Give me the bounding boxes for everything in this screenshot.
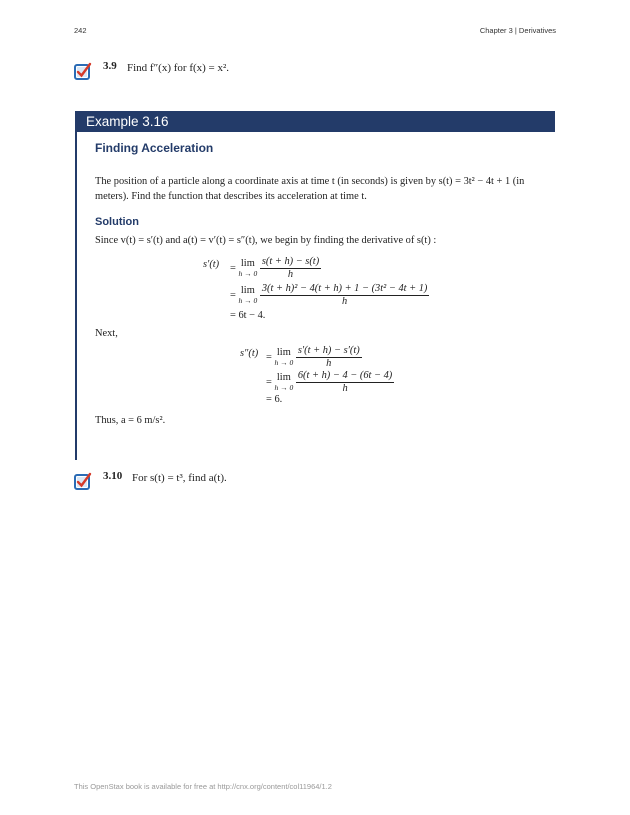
lim-subscript: h → 0 (238, 295, 258, 305)
denominator: h (296, 357, 362, 370)
eq2-line1 (266, 345, 362, 370)
limit-operator (238, 286, 257, 306)
eq1-line3: = 6t − 4. (230, 310, 266, 321)
lim-subscript: h → 0 (238, 268, 258, 278)
numerator: s′(t + h) − s′(t) (297, 345, 360, 356)
example-title: Finding Acceleration (95, 141, 214, 155)
checkpoint-number: 3.10 (103, 470, 123, 482)
eq2-lhs: s″(t) (240, 348, 259, 359)
fraction (260, 256, 321, 281)
fraction (260, 283, 430, 308)
checkpoint-number: 3.9 (103, 60, 117, 72)
example-side-rule (75, 132, 77, 460)
limit-operator (274, 373, 293, 393)
fraction (296, 370, 394, 395)
lim-subscript: h → 0 (274, 357, 294, 367)
checkpoint-text: Find f″(x) for f(x) = x². (127, 62, 230, 74)
problem-line-2: meters). Find the function that describes its acceleration at time t. (95, 191, 367, 202)
eq2-line3: = 6. (266, 394, 283, 405)
equals-sign: = (266, 351, 272, 363)
checkpoint-text: For s(t) = t³, find a(t). (132, 472, 227, 484)
denominator: h (260, 268, 321, 281)
equals-sign: = (266, 376, 272, 388)
lim-word: lim (276, 346, 291, 358)
problem-line-1: The position of a particle along a coordinate axis at time t (in seconds) is given by s(t) = 3t² − 4t + 1 (in (95, 176, 525, 187)
eq1-line2 (230, 283, 429, 308)
numerator: 3(t + h)² − 4(t + h) + 1 − (3t² − 4t + 1) (261, 283, 428, 294)
next-label: Next, (95, 328, 118, 339)
equals-sign: = (230, 262, 236, 274)
limit-operator (238, 259, 257, 279)
eq1-lhs: s′(t) (203, 259, 220, 270)
page-number: 242 (74, 26, 87, 35)
checkpoint-icon (74, 62, 92, 85)
lim-subscript: h → 0 (274, 382, 294, 392)
eq1-line1 (230, 256, 321, 281)
solution-heading: Solution (95, 216, 139, 228)
conclusion: Thus, a = 6 m/s². (95, 415, 166, 426)
numerator: 6(t + h) − 4 − (6t − 4) (297, 370, 393, 381)
lim-word: lim (240, 257, 255, 269)
lim-word: lim (240, 284, 255, 296)
equals-sign: = (230, 289, 236, 301)
footer-text: This OpenStax book is available for free at http://cnx.org/content/col11964/1.2 (74, 782, 332, 791)
checkpoint-icon (74, 472, 92, 495)
solution-intro: Since v(t) = s′(t) and a(t) = v′(t) = s″(t), we begin by finding the derivative of s(t) : (95, 235, 437, 246)
eq2-line2 (266, 370, 394, 395)
chapter-header: Chapter 3 | Derivatives (479, 26, 556, 35)
denominator: h (260, 295, 430, 308)
lim-word: lim (276, 371, 291, 383)
numerator: s(t + h) − s(t) (261, 256, 320, 267)
example-label: Example 3.16 (75, 111, 555, 132)
fraction (296, 345, 362, 370)
denominator: h (296, 382, 394, 395)
limit-operator (274, 348, 293, 368)
